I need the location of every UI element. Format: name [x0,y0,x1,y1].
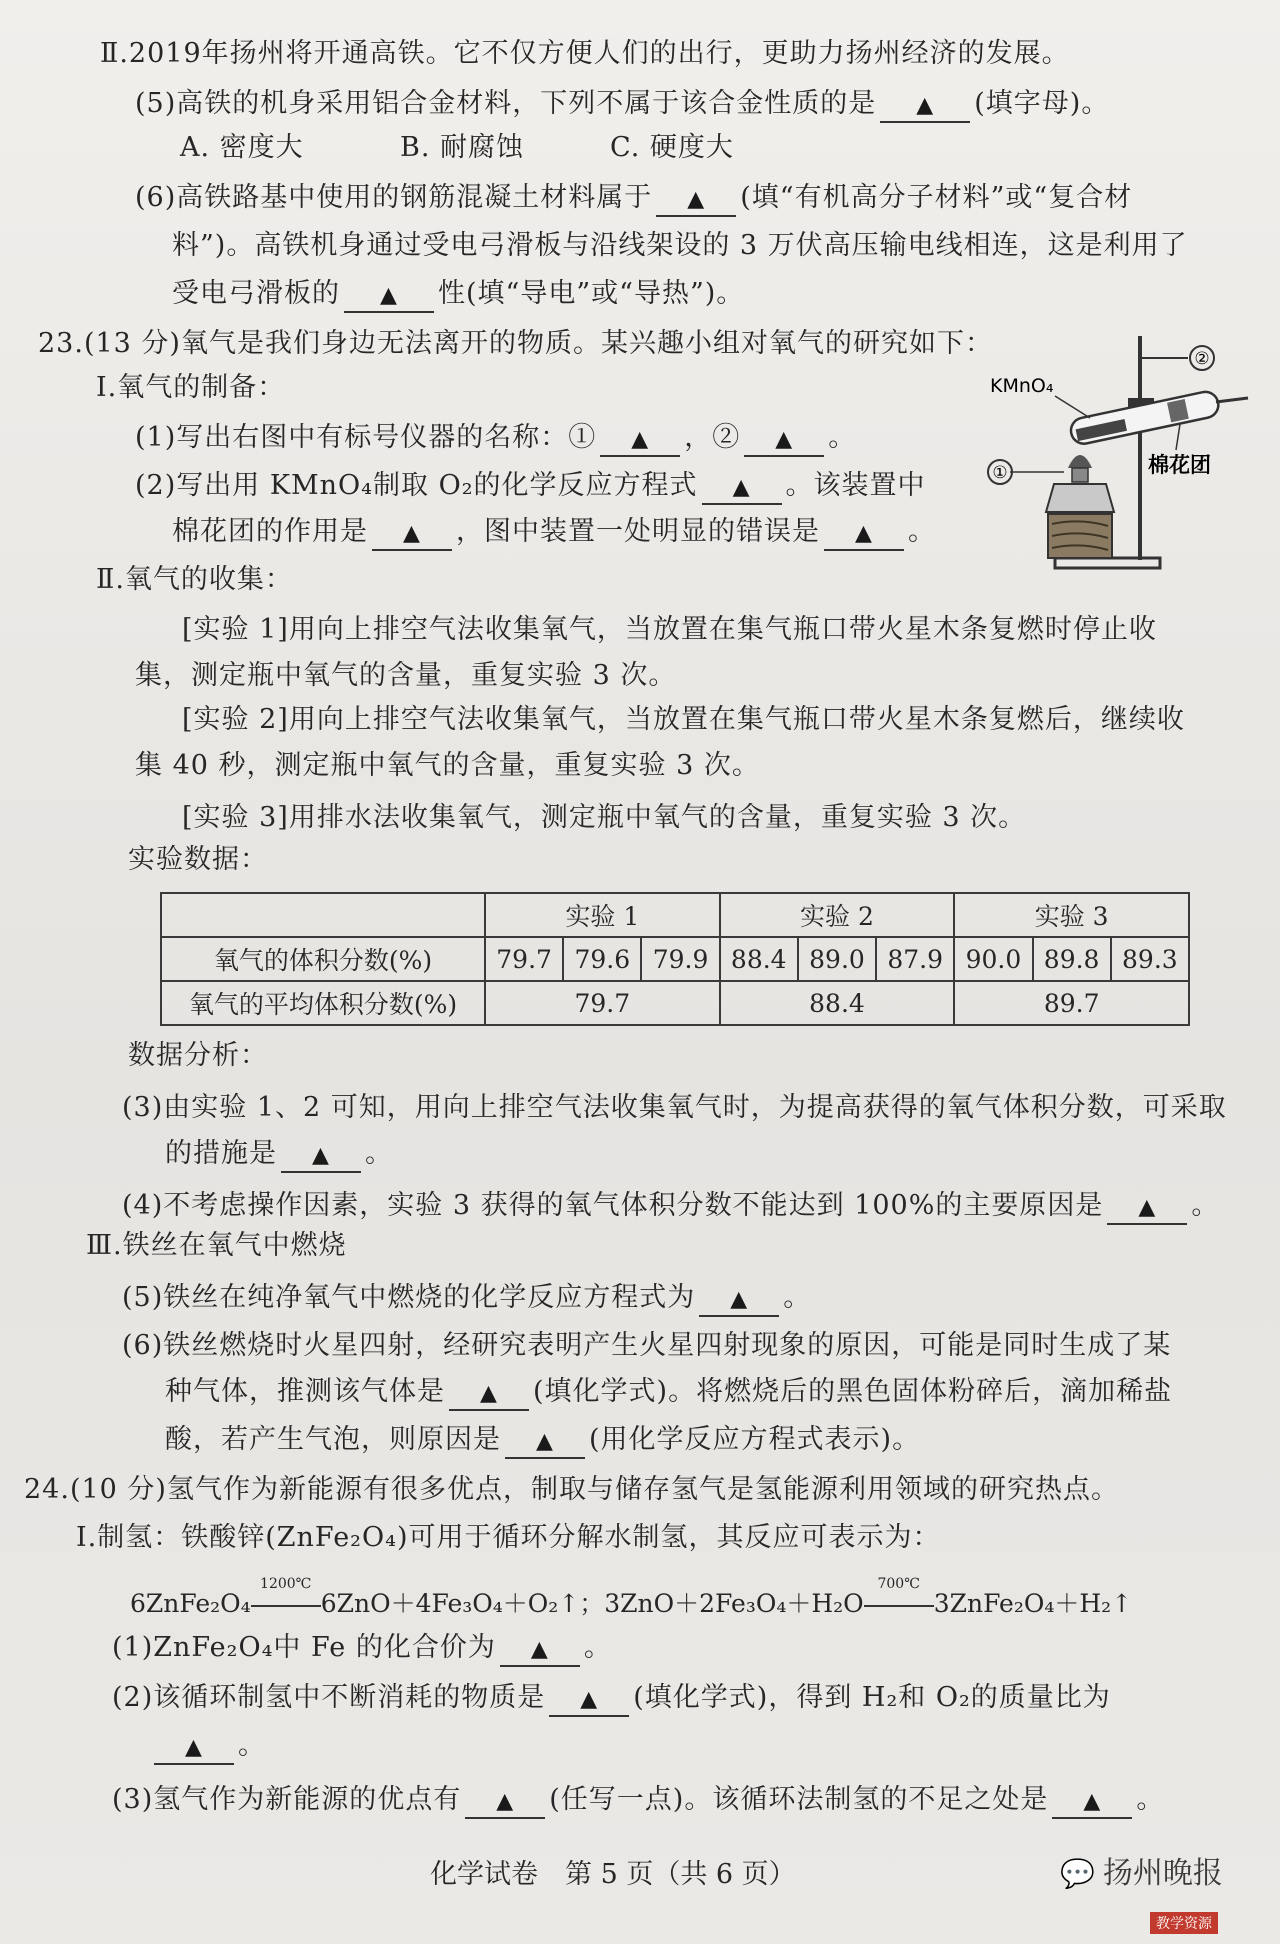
kmno4-label: KMnO₄ [990,375,1054,397]
table-header-row [161,893,1189,937]
page-footer: 化学试卷 第 5 页（共 6 页） [430,1859,796,1890]
q23-6-line3: 酸，若产生气泡，则原因是 ▲ (用化学反应方程式表示)。 [165,1422,920,1459]
stand-base [1055,558,1160,568]
table-cell: 90.0 [954,937,1032,981]
table-row [161,937,1189,981]
q23-section-3: Ⅲ.铁丝在氧气中燃烧 [86,1230,347,1261]
q22-intro: Ⅱ.2019年扬州将开通高铁。它不仅方便人们的出行，更助力扬州经济的发展。 [100,38,1070,69]
test-tube [1069,389,1221,446]
label-2: ② [1194,349,1210,369]
q23-5: (5)铁丝在纯净氧气中燃烧的化学反应方程式为 ▲ 。 [122,1280,811,1317]
table-cell: 89.0 [798,937,876,981]
q24-2-line2: ▲ 。 [150,1728,266,1765]
q22-option-c: C. 硬度大 [610,132,734,163]
q23-2-line2: 棉花团的作用是 ▲ ，图中装置一处明显的错误是 ▲ 。 [172,514,936,551]
exp2-line1: [实验 2]用向上排空气法收集氧气，当放置在集气瓶口带火星木条复燃后，继续收 [182,704,1185,735]
q24-equations: 6ZnFe₂O₄ 1200℃ 6ZnO＋4Fe₃O₄＋O₂↑；3ZnO＋2Fe₃O₄＋H₂O 700℃ 3ZnFe₂O₄＋H₂↑ [130,1576,1133,1618]
watermark: 💬 扬州晚报 [1060,1856,1223,1891]
q23-3-line1: (3)由实验 1、2 可知，用向上排空气法收集氧气时，为提高获得的氧气体积分数，可采取 [122,1092,1227,1123]
wechat-icon: 💬 [1060,1857,1095,1890]
q24-3: (3)氢气作为新能源的优点有 ▲ (任写一点)。该循环法制氢的不足之处是 ▲ 。 [112,1782,1164,1819]
table-cell: 89.8 [1033,937,1111,981]
table-cell: 89.7 [954,981,1189,1025]
row2-label: 氧气的平均体积分数(%) [161,981,485,1025]
table-cell: 87.9 [876,937,954,981]
q24-section-1: Ⅰ.制氢：铁酸锌(ZnFe₂O₄)可用于循环分解水制氢，其反应可表示为： [76,1522,941,1553]
q23-4: (4)不考虑操作因素，实验 3 获得的氧气体积分数不能达到 100%的主要原因是 ▲ 。 [122,1188,1219,1225]
header-exp3: 实验 3 [954,893,1189,937]
q23-section-1: Ⅰ.氧气的制备： [96,372,286,403]
alcohol-lamp [1046,484,1114,512]
q23-3-line2: 的措施是 ▲ 。 [165,1136,393,1173]
kmno4-apparatus-figure [980,322,1250,582]
header-exp2: 实验 2 [720,893,955,937]
q23-intro: 23.(13 分)氧气是我们身边无法离开的物质。某兴趣小组对氧气的研究如下： [38,328,993,359]
q22-option-b: B. 耐腐蚀 [400,132,525,163]
watermark-stamp: 教学资源 [1150,1912,1218,1934]
q22-6-line1: (6)高铁路基中使用的钢筋混凝土材料属于 ▲ (填“有机高分子材料”或“复合材 [135,180,1132,217]
exp3-line: [实验 3]用排水法收集氧气，测定瓶中氧气的含量，重复实验 3 次。 [182,802,1027,833]
q22-5: (5)高铁的机身采用铝合金材料，下列不属于该合金性质的是 ▲ (填字母)。 [135,86,1109,123]
q23-6-line2: 种气体，推测该气体是 ▲ (填化学式)。将燃烧后的黑色固体粉碎后，滴加稀盐 [165,1374,1172,1411]
exp2-line2: 集 40 秒，测定瓶中氧气的含量，重复实验 3 次。 [135,750,760,781]
exp1-line2: 集，测定瓶中氧气的含量，重复实验 3 次。 [135,660,677,691]
q22-6-line3: 受电弓滑板的 ▲ 性(填“导电”或“导热”)。 [172,276,744,313]
q24-1: (1)ZnFe₂O₄中 Fe 的化合价为 ▲ 。 [112,1630,612,1667]
table-cell: 89.3 [1111,937,1189,981]
table-cell: 79.7 [485,937,563,981]
q24-intro: 24.(10 分)氢气作为新能源有很多优点，制取与储存氢气是氢能源利用领域的研究热点。 [24,1474,1119,1505]
exp1-line1: [实验 1]用向上排空气法收集氧气，当放置在集气瓶口带火星木条复燃时停止收 [182,614,1157,645]
flame [1068,455,1092,468]
table-row [161,981,1189,1025]
table-cell: 79.7 [485,981,720,1025]
q22-6-line2: 料”)。高铁机身通过受电弓滑板与沿线架设的 3 万伏高压输电线相连，这是利用了 [172,230,1188,261]
q23-2-line1: (2)写出用 KMnO₄制取 O₂的化学反应方程式 ▲ 。该装置中 [135,468,926,505]
oxygen-data-table [160,892,1190,1026]
q22-option-a: A. 密度大 [180,132,304,163]
q23-6-line1: (6)铁丝燃烧时火星四射，经研究表明产生火星四射现象的原因，可能是同时生成了某 [122,1330,1172,1361]
table-cell: 79.9 [641,937,719,981]
cotton-label: 棉花团 [1148,453,1211,477]
table-cell: 88.4 [720,981,955,1025]
header-exp1: 实验 1 [485,893,720,937]
label-1: ① [992,463,1008,483]
q23-section-2: Ⅱ.氧气的收集： [96,564,293,595]
q23-1: (1)写出右图中有标号仪器的名称：① ▲ ，② ▲ 。 [135,420,856,457]
q24-2-line1: (2)该循环制氢中不断消耗的物质是 ▲ (填化学式)，得到 H₂和 O₂的质量比为 [112,1680,1111,1717]
row1-label: 氧气的体积分数(%) [161,937,485,981]
analysis-label: 数据分析： [128,1040,268,1071]
table-cell: 79.6 [563,937,641,981]
table-cell: 88.4 [720,937,798,981]
data-label: 实验数据： [128,844,268,875]
